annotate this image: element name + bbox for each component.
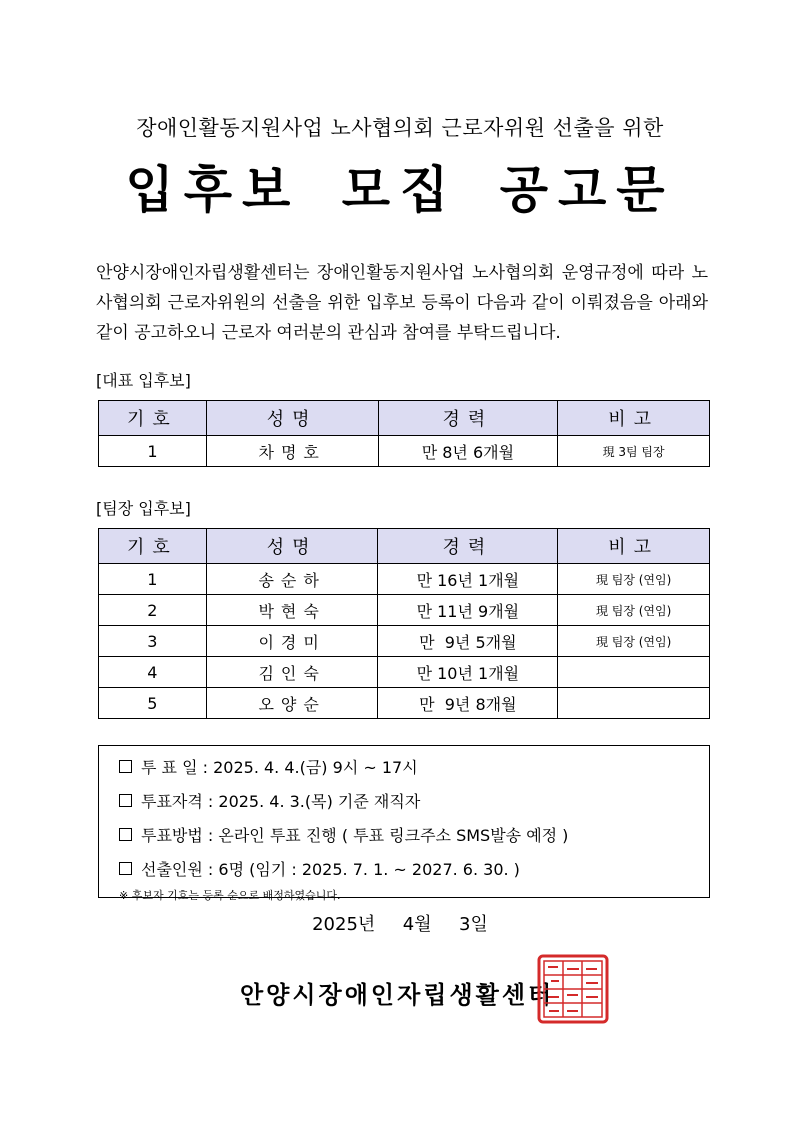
voting-info-box	[98, 745, 710, 902]
header-number: 기호	[99, 401, 207, 436]
info-text: 투표방법 : 온라인 투표 진행 ( 투표 링크주소 SMS발송 예정 )	[141, 825, 569, 845]
team-leader-candidate-table	[98, 528, 710, 719]
candidate-name: 김인숙	[206, 657, 378, 688]
checkbox-icon	[119, 760, 132, 773]
table-row	[99, 564, 710, 595]
candidate-number: 1	[99, 436, 207, 467]
checkbox-icon	[119, 794, 132, 807]
candidate-career: 만 10년 1개월	[378, 657, 558, 688]
candidate-name: 송순하	[206, 564, 378, 595]
info-text: 투 표 일 : 2025. 4. 4.(금) 9시 ~ 17시	[141, 757, 418, 777]
info-item-eligibility	[119, 783, 709, 817]
candidate-name: 이경미	[206, 626, 378, 657]
candidate-name: 오양순	[206, 688, 378, 719]
candidate-career: 만 11년 9개월	[378, 595, 558, 626]
candidate-career: 만 16년 1개월	[378, 564, 558, 595]
header-name: 성명	[206, 401, 378, 436]
candidate-career: 만 9년 8개월	[378, 688, 558, 719]
notice-subtitle: 장애인활동지원사업 노사협의회 근로자위원 선출을 위한	[136, 116, 664, 140]
candidate-name: 박현숙	[206, 595, 378, 626]
candidate-note: 現 팀장 (연임)	[558, 564, 710, 595]
table-header-row	[99, 529, 710, 564]
candidate-number: 2	[99, 595, 207, 626]
info-text: 선출인원 : 6명 (임기 : 2025. 7. 1. ~ 2027. 6. 30. )	[141, 859, 520, 879]
representative-candidate-table	[98, 400, 710, 467]
table-row	[99, 688, 710, 719]
candidate-number: 5	[99, 688, 207, 719]
info-item-method	[119, 817, 709, 851]
header-career: 경력	[378, 401, 558, 436]
candidate-note: 現 팀장 (연임)	[558, 595, 710, 626]
team-leader-section-label: [팀장 입후보]	[96, 499, 191, 518]
info-item-seats	[119, 851, 709, 885]
representative-section-label: [대표 입후보]	[96, 371, 191, 390]
intro-paragraph: 안양시장애인자립생활센터는 장애인활동지원사업 노사협의회 운영규정에 따라 노사협의회 근로자위원의 선출을 위한 입후보 등록이 다음과 같이 이뤄졌음을 아래와 같이 공고하오니 근로자 여러분의 관심과 참여를 부탁드립니다.	[96, 263, 708, 343]
table-row	[99, 436, 710, 467]
candidate-note: 現 3팀 팀장	[558, 436, 710, 467]
header-number: 기호	[99, 529, 207, 564]
candidate-note	[558, 688, 710, 719]
info-item-vote-date	[119, 749, 709, 783]
table-row	[99, 626, 710, 657]
candidate-number: 3	[99, 626, 207, 657]
table-header-row	[99, 401, 710, 436]
header-note: 비고	[558, 401, 710, 436]
candidate-career: 만 9년 5개월	[378, 626, 558, 657]
candidate-note: 現 팀장 (연임)	[558, 626, 710, 657]
checkbox-icon	[119, 828, 132, 841]
table-row	[99, 595, 710, 626]
info-text: 투표자격 : 2025. 4. 3.(목) 기준 재직자	[141, 791, 421, 811]
notice-date: 2025년 4월 3일	[312, 914, 488, 935]
candidate-number: 4	[99, 657, 207, 688]
candidate-number: 1	[99, 564, 207, 595]
checkbox-icon	[119, 862, 132, 875]
candidate-career: 만 8년 6개월	[378, 436, 558, 467]
table-row	[99, 657, 710, 688]
header-name: 성명	[206, 529, 378, 564]
official-seal-icon	[536, 953, 610, 1025]
candidate-number-note: ※ 후보자 기호는 등록 순으로 배정하였습니다.	[119, 889, 341, 902]
notice-title: 입후보 모집 공고문	[125, 161, 675, 219]
organization-name: 안양시장애인자립생활센터	[240, 981, 555, 1009]
candidate-note	[558, 657, 710, 688]
candidate-name: 차명호	[206, 436, 378, 467]
header-career: 경력	[378, 529, 558, 564]
header-note: 비고	[558, 529, 710, 564]
